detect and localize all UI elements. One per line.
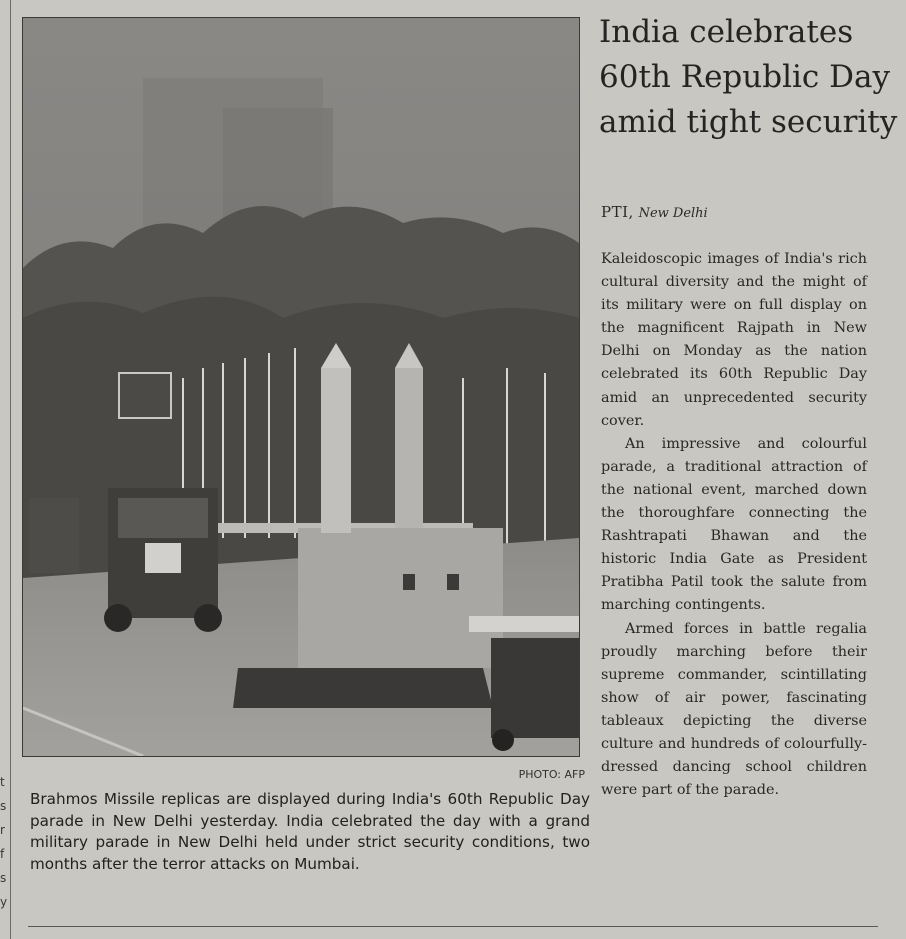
byline-agency: PTI, bbox=[601, 203, 634, 221]
byline-place: New Delhi bbox=[638, 206, 708, 221]
parade-photo bbox=[22, 17, 580, 757]
edge-letter: s bbox=[0, 871, 7, 885]
edge-letter: r bbox=[0, 823, 5, 837]
parade-photo-illustration bbox=[23, 18, 579, 756]
article-body bbox=[601, 248, 867, 802]
edge-letter: t bbox=[0, 775, 5, 789]
body-paragraph: Kaleidoscopic images of India's rich cultural diversity and the might of its military were on full display on the magnificent Rajpath in New Delhi on Monday as the nation celebrated its 60th Republic Day amid an unprecedented security cover. bbox=[601, 251, 867, 429]
edge-letter: s bbox=[0, 799, 7, 813]
body-paragraph: An impressive and colourful parade, a traditional attraction of the national event, marched down the thoroughfare connecting the Rashtrapati Bhawan and the historic India Gate as President Pratibha Patil took the salute from marching contingents. bbox=[601, 435, 867, 614]
photo-credit: PHOTO: AFP bbox=[518, 768, 585, 781]
adjacent-column-edge bbox=[0, 770, 7, 914]
byline bbox=[601, 203, 881, 221]
photo-caption: Brahmos Missile replicas are displayed during India's 60th Republic Day parade in New Delhi yesterday. India celebrated the day with a grand military parade in New Delhi held under strict security conditions, two months after the terror attacks on Mumbai. bbox=[30, 790, 590, 873]
column-rule-left bbox=[10, 0, 11, 939]
column-rule-bottom bbox=[28, 926, 878, 927]
article-headline: India celebrates 60th Republic Day amid tight security bbox=[599, 14, 898, 140]
body-paragraph: Armed forces in battle regalia proudly marching before their supreme commander, scintillating show of air power, fascinating tableaux depicting the diverse culture and hundreds of colourfully-dressed dancing school children were part of the parade. bbox=[601, 620, 867, 799]
edge-letter: y bbox=[0, 895, 8, 909]
edge-letter: f bbox=[0, 847, 5, 861]
